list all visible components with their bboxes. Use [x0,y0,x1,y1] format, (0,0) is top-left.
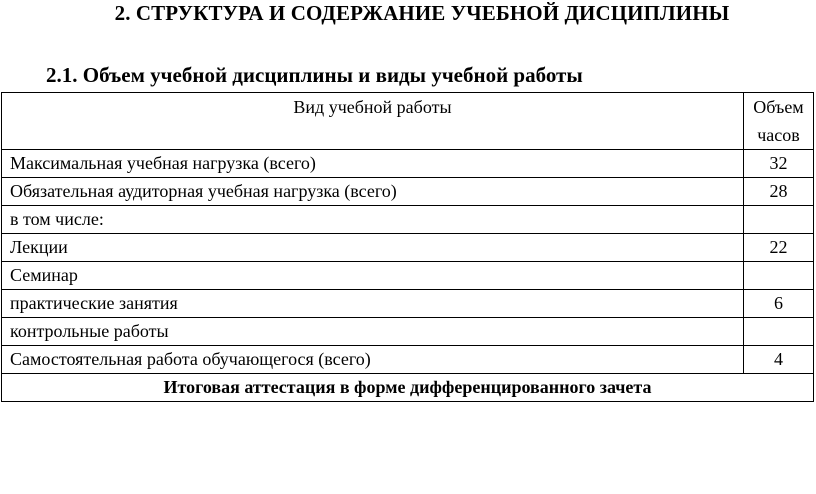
row-label: в том числе: [2,206,744,234]
header-work-type: Вид учебной работы [2,93,744,150]
header-hours-line1: Объем [753,97,804,117]
row-label: Обязательная аудиторная учебная нагрузка (всего) [2,178,744,206]
table-row [2,318,814,346]
table-row [2,290,814,318]
row-hours [744,262,814,290]
row-label: Семинар [2,262,744,290]
row-label: Максимальная учебная нагрузка (всего) [2,150,744,178]
table-row [2,346,814,374]
table-row [2,178,814,206]
table-row [2,206,814,234]
row-hours [744,318,814,346]
header-hours [744,93,814,150]
row-label: Лекции [2,234,744,262]
row-hours: 32 [744,150,814,178]
table-row [2,234,814,262]
table-row [2,262,814,290]
row-hours: 28 [744,178,814,206]
row-hours: 4 [744,346,814,374]
final-assessment: Итоговая аттестация в форме дифференцированного зачета [2,374,814,402]
subsection-heading: 2.1. Объем учебной дисциплины и виды учебной работы [46,63,583,87]
table-header-row [2,93,814,150]
workload-table [1,92,814,402]
table-footer-row [2,374,814,402]
row-hours [744,206,814,234]
header-hours-line2: часов [757,125,800,145]
row-hours: 22 [744,234,814,262]
row-label: Самостоятельная работа обучающегося (всего) [2,346,744,374]
row-label: контрольные работы [2,318,744,346]
row-hours: 6 [744,290,814,318]
table-row [2,150,814,178]
section-heading: 2. СТРУКТУРА И СОДЕРЖАНИЕ УЧЕБНОЙ ДИСЦИПЛИНЫ [114,1,730,25]
row-label: практические занятия [2,290,744,318]
